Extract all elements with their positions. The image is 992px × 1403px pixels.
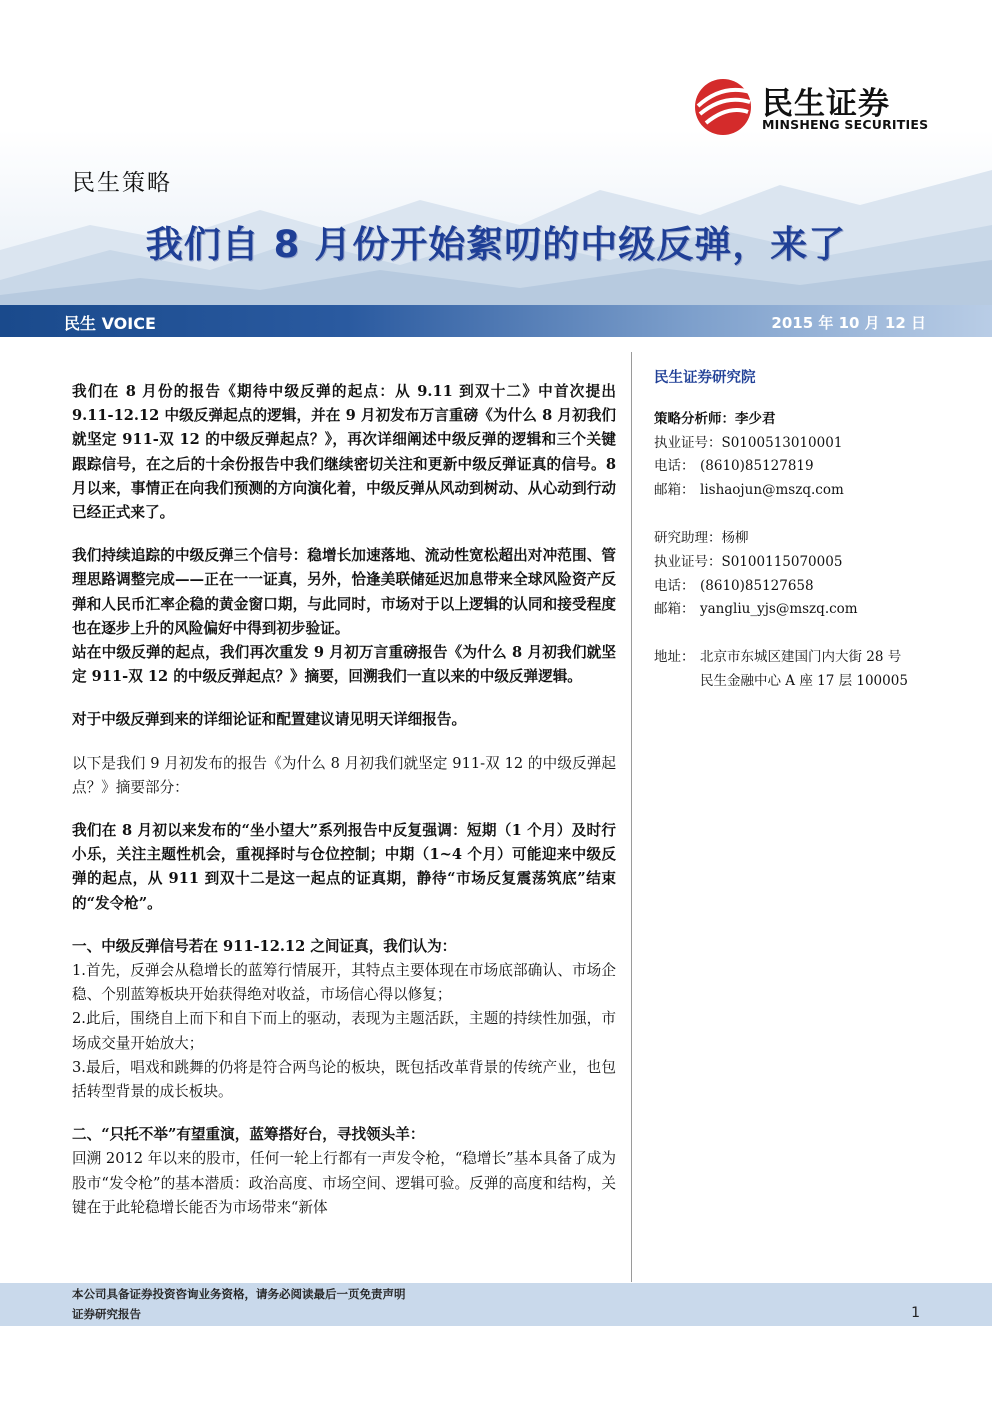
paragraph-intro: 我们在 8 月份的报告《期待中级反弹的起点：从 9.11 到双十二》中首次提出 9.11-12.12 中级反弹起点的逻辑，并在 9 月初发布万言重磅《为什么 8 月初我们就坚定 911-双 12 的中级反弹起点？》，再次详细阐述中级反弹的逻辑和三个关键跟踪信号，在之后的十余份报告中我们继续密切关注和更新中级反弹证真的信号。8 月以来，事情正在向我们预测的方向演化着，中级反弹从风动到树动、从心动到行动已经正式来了。 — [72, 383, 616, 522]
footer-disclaimer: 本公司具备证券投资咨询业务资格，请务必阅读最后一页免责声明 — [72, 1287, 406, 1301]
paragraph-summary-intro: 以下是我们 9 月初发布的报告《为什么 8 月初我们就坚定 911-双 12 的中级反弹起点？》摘要部分： — [72, 754, 616, 796]
analyst-label: 策略分析师： — [654, 410, 735, 427]
section-heading-2: 二、“只托不举”有望重演，蓝筹搭好台，寻找领头羊： — [72, 1126, 425, 1144]
footer-doc-type: 证券研究报告 — [72, 1307, 141, 1321]
header-band — [0, 305, 992, 337]
email-label: 邮箱： — [654, 482, 695, 499]
research-institute-name: 民生证券研究院 — [654, 369, 756, 386]
assistant-label: 研究助理： — [654, 529, 722, 546]
address-line-1: 北京市东城区建国门内大街 28 号 — [700, 649, 902, 666]
analyst-name: 李少君 — [735, 410, 776, 427]
analyst-email[interactable]: lishaojun@mszq.com — [700, 482, 844, 499]
report-date: 2015 年 10 月 12 日 — [771, 314, 926, 332]
address-row — [654, 646, 954, 670]
assistant-name: 杨柳 — [721, 529, 749, 546]
list-item: 1.首先，反弹会从稳增长的蓝筹行情展开，其特点主要体现在市场底部确认、市场企稳、个别蓝筹板块开始获得绝对收益，市场信心得以修复； — [72, 962, 616, 1004]
analyst-sidebar — [654, 366, 954, 694]
minsheng-swoosh-icon — [692, 76, 754, 136]
analyst-tel-row — [654, 455, 954, 479]
paragraph-signals: 我们持续追踪的中级反弹三个信号：稳增长加速落地、流动性宽松超出对冲范围、管理思路调整完成——正在一一证真，另外，恰逢美联储延迟加息带来全球风险资产反弹和人民币汇率企稳的黄金窗口期，与此同时，市场对于以上逻辑的认同和接受程度也在逐步上升的风险偏好中得到初步验证。 — [72, 547, 616, 637]
cert-label: 执业证号： — [654, 553, 722, 570]
tel-label: 电话： — [654, 458, 695, 475]
page-footer — [0, 1283, 992, 1326]
analyst-row — [654, 408, 954, 432]
logo-english-name: MINSHENG SECURITIES — [762, 117, 929, 132]
analyst-cert-row — [654, 432, 954, 456]
analyst-cert: S0100513010001 — [721, 434, 843, 451]
minsheng-logo — [692, 76, 932, 138]
address-line-2: 民生金融中心 A 座 17 层 100005 — [700, 672, 908, 689]
series-name: 民生策略 — [72, 170, 172, 196]
main-content — [72, 380, 616, 1220]
assistant-email[interactable]: yangliu_yjs@mszq.com — [700, 601, 858, 618]
section-heading-1: 一、中级反弹信号若在 911-12.12 之间证真，我们认为： — [72, 937, 457, 955]
assistant-cert: S0100115070005 — [721, 553, 843, 570]
assistant-tel-row — [654, 575, 954, 599]
page-number: 1 — [911, 1305, 920, 1321]
list-item: 3.最后，唱戏和跳舞的仍将是符合两鸟论的板块，既包括改革背景的传统产业，也包括转型背景的成长板块。 — [72, 1058, 616, 1101]
band-column-name: 民生 VOICE — [64, 314, 156, 333]
assistant-cert-row — [654, 551, 954, 575]
analyst-tel: (8610)85127819 — [700, 458, 814, 475]
paragraph-note: 对于中级反弹到来的详细论证和配置建议请见明天详细报告。 — [72, 711, 467, 729]
assistant-row — [654, 527, 954, 551]
paragraph-reissue: 站在中级反弹的起点，我们再次重发 9 月初万言重磅报告《为什么 8 月初我们就坚定 911-双 12 的中级反弹起点？》摘要，回溯我们一直以来的中级反弹逻辑。 — [72, 644, 616, 686]
column-divider — [631, 352, 632, 1282]
address-label: 地址： — [654, 649, 695, 666]
analyst-email-row — [654, 479, 954, 503]
paragraph-review: 回溯 2012 年以来的股市，任何一轮上行都有一声发令枪，“稳增长”基本具备了成为股市“发令枪”的基本潜质：政治高度、市场空间、逻辑可验。反弹的高度和结构，关键在于此轮稳增长能否为市场带来“新体 — [72, 1150, 616, 1216]
assistant-email-row — [654, 598, 954, 622]
assistant-tel: (8610)85127658 — [700, 577, 814, 594]
tel-label: 电话： — [654, 577, 695, 594]
paragraph-key-view: 我们在 8 月初以来发布的“坐小望大”系列报告中反复强调：短期（1 个月）及时行小乐，关注主题性机会，重视择时与仓位控制；中期（1~4 个月）可能迎来中级反弹的起点，从 911 到双十二是这一起点的证真期，静待“市场反复震荡筑底”结束的“发令枪”。 — [72, 822, 616, 912]
email-label: 邮箱： — [654, 601, 695, 618]
list-item: 2.此后，围绕自上而下和自下而上的驱动，表现为主题活跃，主题的持续性加强，市场成交量开始放大； — [72, 1010, 616, 1052]
cert-label: 执业证号： — [654, 434, 722, 451]
logo-chinese-name: 民生证券 — [762, 86, 890, 122]
report-title: 我们自 8 月份开始絮叨的中级反弹，来了 — [145, 223, 847, 266]
